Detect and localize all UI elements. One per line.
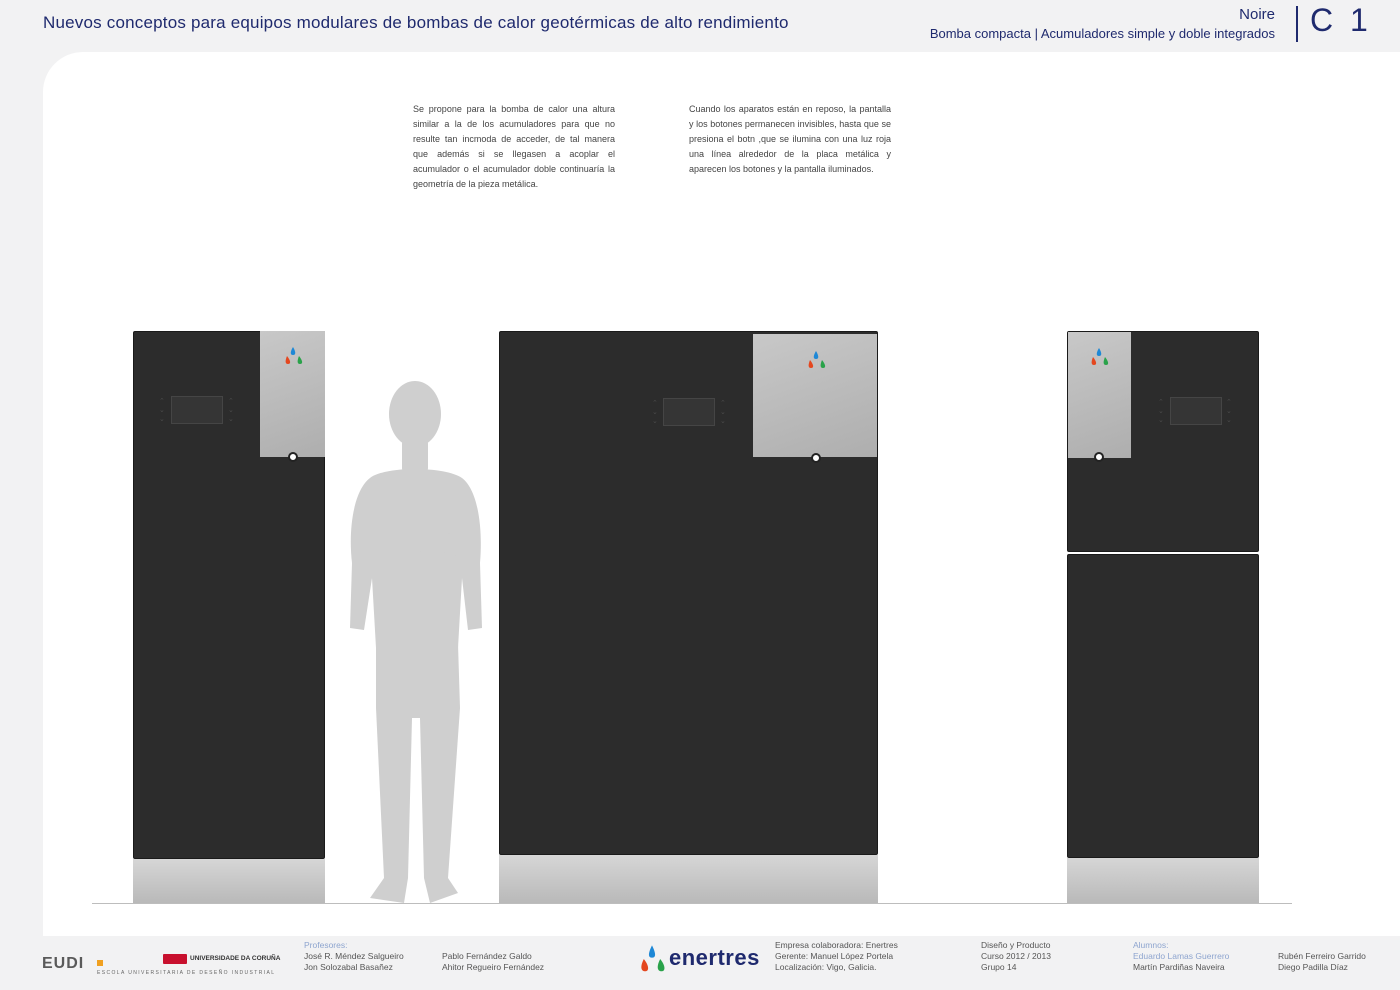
display-screen <box>171 396 223 424</box>
enertres-logo-icon <box>636 944 668 974</box>
professor-4: Ahitor Regueiro Fernández <box>442 962 545 972</box>
udc-logo-mark <box>163 954 187 964</box>
students-label: Alumnos: <box>1133 940 1169 950</box>
course-line-2: Curso 2012 / 2013 <box>981 951 1051 961</box>
variant-name: Noire <box>1239 6 1275 23</box>
left-buttons: ⌃ ⌄ ⌄ <box>652 400 658 425</box>
description-left: Se propone para la bomba de calor una altura similar a la de los acumuladores para que no resulte tan incmoda de acceder, de tal manera que además si se llegasen a acoplar el acumulador o el acumulador doble continuaría la geometría de la pieza metálica. <box>413 104 615 189</box>
udc-logo: UNIVERSIDADE DA CORUÑA <box>190 955 281 962</box>
course-line-1: Diseño y Producto <box>981 940 1051 950</box>
person-silhouette-icon <box>340 378 490 918</box>
eudi-mark <box>97 960 103 966</box>
course-line-3: Grupo 14 <box>981 962 1017 972</box>
company-line-1: Empresa colaboradora: Enertres <box>775 940 898 950</box>
sheet-code: C 1 <box>1310 2 1372 38</box>
unit-base <box>499 855 878 903</box>
students-block-2 <box>1278 951 1366 973</box>
unit-lower-body <box>1067 554 1259 858</box>
professors-block <box>304 940 404 973</box>
page-title: Nuevos conceptos para equipos modulares de bombas de calor geotérmicas de alto rendimiento <box>43 13 789 32</box>
company-line-2: Gerente: Manuel López Portela <box>775 951 894 961</box>
student-4: Diego Padilla Díaz <box>1278 962 1348 972</box>
students-block <box>1133 940 1229 973</box>
power-button-icon[interactable] <box>811 453 821 463</box>
student-3: Rubén Ferreiro Garrido <box>1278 951 1366 961</box>
professor-3: Pablo Fernández Galdo <box>442 951 532 961</box>
enertres-drops-icon <box>282 345 304 367</box>
description-right: Cuando los aparatos están en reposo, la pantalla y los botones permanecen invisibles, hasta que se presiona el botn ,que se ilumina con una luz roja una línea alrededor de la placa metálica y aparecen los botones y la pantalla iluminados. <box>689 104 891 174</box>
course-block <box>981 940 1051 973</box>
left-buttons: ⌃ ⌄ ⌄ <box>1158 399 1164 424</box>
student-1: Eduardo Lamas Guerrero <box>1133 951 1230 961</box>
student-2: Martín Pardiñas Naveira <box>1133 962 1225 972</box>
unit-base <box>1067 858 1259 903</box>
display-screen <box>1170 397 1222 425</box>
right-buttons: ⌃ ⌄ ⌄ <box>720 400 726 425</box>
eudi-subtitle: ESCOLA UNIVERSITARIA DE DESEÑO INDUSTRIAL <box>97 970 276 976</box>
header-divider <box>1296 6 1298 42</box>
professors-block-2 <box>442 951 544 973</box>
company-block <box>775 940 898 973</box>
page-subtitle: Bomba compacta | Acumuladores simple y doble integrados <box>929 26 1275 41</box>
professor-2: Jon Solozabal Basañez <box>304 962 393 972</box>
eudi-logo: EUDI <box>42 955 85 972</box>
left-buttons: ⌃ ⌄ ⌄ <box>159 398 165 423</box>
right-buttons: ⌃ ⌄ ⌄ <box>1226 399 1232 424</box>
enertres-drops-icon <box>805 349 827 371</box>
display-screen <box>663 398 715 426</box>
right-buttons: ⌃ ⌄ ⌄ <box>228 398 234 423</box>
unit-base <box>133 859 325 903</box>
professors-label: Profesores: <box>304 940 348 950</box>
enertres-wordmark: enertres <box>669 945 760 970</box>
company-line-3: Localización: Vigo, Galicia. <box>775 962 877 972</box>
professor-1: José R. Méndez Salgueiro <box>304 951 404 961</box>
ground-line <box>92 903 1292 904</box>
header-info <box>930 6 1275 44</box>
enertres-drops-icon <box>1088 346 1110 368</box>
power-button-icon[interactable] <box>1094 452 1104 462</box>
power-button-icon[interactable] <box>288 452 298 462</box>
